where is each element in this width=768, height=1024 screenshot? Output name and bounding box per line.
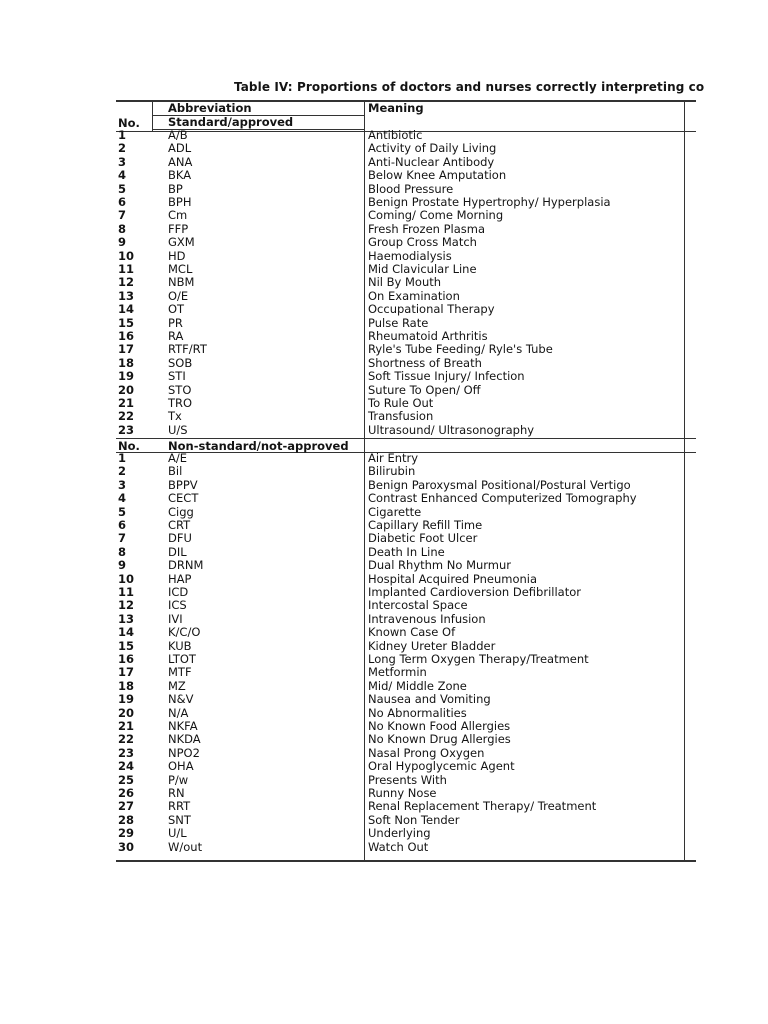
row-abbreviation: W/out bbox=[168, 839, 203, 854]
row-number: 13 bbox=[118, 288, 135, 303]
row-abbreviation: HAP bbox=[168, 571, 192, 586]
table-row bbox=[116, 317, 696, 330]
row-abbreviation: FFP bbox=[168, 221, 189, 236]
row-number: 26 bbox=[118, 786, 135, 800]
row-abbreviation: A/E bbox=[168, 451, 188, 465]
row-number: 3 bbox=[118, 477, 127, 492]
table-row bbox=[116, 196, 696, 209]
table-bottom-rule bbox=[116, 860, 696, 862]
row-abbreviation: Cigg bbox=[168, 504, 194, 519]
row-number: 4 bbox=[118, 491, 127, 506]
row-number: 2 bbox=[118, 464, 127, 479]
row-number: 27 bbox=[118, 799, 135, 814]
row-number: 20 bbox=[118, 382, 135, 397]
row-number: 22 bbox=[118, 409, 135, 424]
row-number: 12 bbox=[118, 275, 135, 290]
row-meaning: Capillary Refill Time bbox=[368, 518, 483, 532]
row-abbreviation: BP bbox=[168, 181, 183, 196]
row-number: 11 bbox=[118, 262, 135, 276]
row-meaning: Antibiotic bbox=[368, 128, 423, 142]
standard-no-header: No. bbox=[118, 116, 140, 130]
row-abbreviation: N&V bbox=[168, 692, 194, 707]
row-abbreviation: MZ bbox=[168, 678, 186, 693]
row-abbreviation: RRT bbox=[168, 799, 191, 814]
row-meaning: Renal Replacement Therapy/ Treatment bbox=[368, 799, 597, 814]
row-abbreviation: ICD bbox=[168, 585, 189, 599]
row-abbreviation: PR bbox=[168, 315, 183, 330]
row-abbreviation: STI bbox=[168, 369, 186, 384]
row-abbreviation: HD bbox=[168, 248, 186, 263]
table-row bbox=[116, 653, 696, 666]
table-row bbox=[116, 666, 696, 679]
row-number: 21 bbox=[118, 719, 135, 733]
row-meaning: Coming/ Come Morning bbox=[368, 208, 504, 223]
row-meaning: No Abnormalities bbox=[368, 705, 467, 720]
row-number: 2 bbox=[118, 141, 127, 156]
row-meaning: Death In Line bbox=[368, 544, 445, 559]
table-caption: Table IV: Proportions of doctors and nurses correctly interpreting co bbox=[234, 80, 705, 94]
row-abbreviation: P/w bbox=[168, 772, 189, 787]
row-abbreviation: STO bbox=[168, 382, 192, 397]
row-abbreviation: DFU bbox=[168, 531, 192, 546]
row-abbreviation: A/B bbox=[168, 128, 188, 142]
row-number: 19 bbox=[118, 692, 135, 707]
table-row bbox=[116, 223, 696, 236]
row-number: 9 bbox=[118, 558, 127, 573]
row-number: 25 bbox=[118, 772, 135, 787]
table-row bbox=[116, 357, 696, 370]
row-number: 20 bbox=[118, 705, 135, 720]
row-number: 12 bbox=[118, 598, 135, 613]
table-row bbox=[116, 519, 696, 532]
table-row bbox=[116, 800, 696, 813]
row-meaning: Rheumatoid Arthritis bbox=[368, 329, 488, 343]
row-abbreviation: RA bbox=[168, 329, 184, 343]
table-row bbox=[116, 774, 696, 787]
row-meaning: Anti-Nuclear Antibody bbox=[368, 154, 495, 169]
row-number: 7 bbox=[118, 208, 127, 223]
row-meaning: Soft Tissue Injury/ Infection bbox=[368, 369, 525, 384]
row-abbreviation: ANA bbox=[168, 154, 193, 169]
row-abbreviation: CRT bbox=[168, 518, 191, 532]
row-number: 10 bbox=[118, 248, 135, 263]
row-meaning: Intercostal Space bbox=[368, 598, 468, 613]
table-row bbox=[116, 573, 696, 586]
row-meaning: Soft Non Tender bbox=[368, 812, 460, 827]
row-abbreviation: DIL bbox=[168, 544, 187, 559]
table-row bbox=[116, 370, 696, 383]
row-meaning: Ultrasound/ Ultrasonography bbox=[368, 422, 535, 437]
table-row bbox=[116, 424, 696, 437]
row-abbreviation: MTF bbox=[168, 665, 192, 680]
row-meaning: Fresh Frozen Plasma bbox=[368, 221, 486, 236]
row-number: 6 bbox=[118, 518, 127, 532]
row-meaning: Nil By Mouth bbox=[368, 275, 442, 290]
row-abbreviation: LTOT bbox=[168, 652, 196, 666]
table-row bbox=[116, 410, 696, 423]
row-abbreviation: NBM bbox=[168, 275, 195, 290]
row-meaning: Mid Clavicular Line bbox=[368, 262, 477, 276]
row-meaning: Below Knee Amputation bbox=[368, 168, 507, 183]
row-meaning: Metformin bbox=[368, 665, 427, 680]
row-meaning: Nasal Prong Oxygen bbox=[368, 745, 485, 760]
row-abbreviation: SNT bbox=[168, 812, 191, 827]
row-abbreviation: Tx bbox=[168, 409, 182, 424]
row-abbreviation: N/A bbox=[168, 705, 189, 720]
table-row bbox=[116, 693, 696, 706]
row-abbreviation: ICS bbox=[168, 598, 187, 613]
row-meaning: Presents With bbox=[368, 772, 447, 787]
row-number: 28 bbox=[118, 812, 135, 827]
row-meaning: Long Term Oxygen Therapy/Treatment bbox=[368, 652, 589, 666]
row-abbreviation: MCL bbox=[168, 262, 193, 276]
row-meaning: Kidney Ureter Bladder bbox=[368, 638, 496, 653]
table-row bbox=[116, 733, 696, 746]
row-meaning: To Rule Out bbox=[368, 396, 434, 410]
row-abbreviation: U/S bbox=[168, 422, 188, 437]
row-meaning: Contrast Enhanced Computerized Tomography bbox=[368, 491, 637, 506]
table-row bbox=[116, 479, 696, 492]
table-row bbox=[116, 613, 696, 626]
table-row bbox=[116, 506, 696, 519]
table-row bbox=[116, 760, 696, 773]
table-row bbox=[116, 747, 696, 760]
row-number: 15 bbox=[118, 638, 135, 653]
row-meaning: Benign Prostate Hypertrophy/ Hyperplasia bbox=[368, 195, 611, 209]
row-number: 1 bbox=[118, 128, 127, 142]
row-abbreviation: DRNM bbox=[168, 558, 204, 573]
table-row bbox=[116, 787, 696, 800]
row-number: 30 bbox=[118, 839, 135, 854]
row-abbreviation: ADL bbox=[168, 141, 192, 156]
table-row bbox=[116, 156, 696, 169]
table-row bbox=[116, 559, 696, 572]
row-meaning: Group Cross Match bbox=[368, 235, 477, 250]
row-meaning: Runny Nose bbox=[368, 786, 437, 800]
table-row bbox=[116, 492, 696, 505]
meaning-header: Meaning bbox=[368, 101, 424, 115]
row-meaning: Blood Pressure bbox=[368, 181, 454, 196]
table-row bbox=[116, 263, 696, 276]
row-meaning: On Examination bbox=[368, 288, 460, 303]
row-meaning: Ryle's Tube Feeding/ Ryle's Tube bbox=[368, 342, 553, 357]
table-row bbox=[116, 330, 696, 343]
row-meaning: Dual Rhythm No Murmur bbox=[368, 558, 512, 573]
row-number: 3 bbox=[118, 154, 127, 169]
row-meaning: No Known Drug Allergies bbox=[368, 732, 511, 747]
row-meaning: Watch Out bbox=[368, 839, 429, 854]
row-number: 14 bbox=[118, 625, 135, 640]
row-number: 7 bbox=[118, 531, 127, 546]
table-row bbox=[116, 532, 696, 545]
row-abbreviation: O/E bbox=[168, 288, 189, 303]
row-abbreviation: KUB bbox=[168, 638, 192, 653]
standard-section-title: Standard/approved bbox=[168, 115, 294, 129]
row-meaning: Intravenous Infusion bbox=[368, 611, 486, 626]
row-number: 23 bbox=[118, 745, 135, 760]
row-number: 1 bbox=[118, 451, 127, 465]
row-abbreviation: OT bbox=[168, 302, 185, 317]
table-row bbox=[116, 236, 696, 249]
row-meaning: Mid/ Middle Zone bbox=[368, 678, 467, 693]
row-number: 29 bbox=[118, 826, 135, 841]
nonstandard-no-header: No. bbox=[118, 439, 140, 453]
row-meaning: Diabetic Foot Ulcer bbox=[368, 531, 478, 546]
row-number: 4 bbox=[118, 168, 127, 183]
row-meaning: Hospital Acquired Pneumonia bbox=[368, 571, 538, 586]
table-row bbox=[116, 599, 696, 612]
table-row bbox=[116, 384, 696, 397]
row-abbreviation: BKA bbox=[168, 168, 192, 183]
table-row bbox=[116, 290, 696, 303]
table-row bbox=[116, 546, 696, 559]
row-number: 18 bbox=[118, 355, 135, 370]
row-meaning: No Known Food Allergies bbox=[368, 719, 511, 733]
row-meaning: Bilirubin bbox=[368, 464, 416, 479]
row-number: 5 bbox=[118, 504, 127, 519]
row-number: 11 bbox=[118, 585, 135, 599]
table-row bbox=[116, 183, 696, 196]
table-row bbox=[116, 841, 696, 854]
row-abbreviation: K/C/O bbox=[168, 625, 201, 640]
abbreviations-table bbox=[116, 100, 696, 862]
table-row bbox=[116, 586, 696, 599]
row-number: 24 bbox=[118, 759, 135, 774]
row-meaning: Known Case Of bbox=[368, 625, 456, 640]
row-abbreviation: Bil bbox=[168, 464, 183, 479]
row-number: 23 bbox=[118, 422, 135, 437]
row-meaning: Implanted Cardioversion Defibrillator bbox=[368, 585, 581, 599]
row-abbreviation: RTF/RT bbox=[168, 342, 207, 357]
table-row bbox=[116, 680, 696, 693]
row-abbreviation: BPPV bbox=[168, 477, 198, 492]
row-abbreviation: NPO2 bbox=[168, 745, 200, 760]
row-number: 10 bbox=[118, 571, 135, 586]
row-abbreviation: SOB bbox=[168, 355, 193, 370]
row-meaning: Suture To Open/ Off bbox=[368, 382, 481, 397]
table-row bbox=[116, 276, 696, 289]
table-row bbox=[116, 814, 696, 827]
row-abbreviation: NKFA bbox=[168, 719, 198, 733]
row-number: 16 bbox=[118, 329, 135, 343]
row-number: 18 bbox=[118, 678, 135, 693]
row-meaning: Oral Hypoglycemic Agent bbox=[368, 759, 515, 774]
row-number: 19 bbox=[118, 369, 135, 384]
row-abbreviation: U/L bbox=[168, 826, 187, 841]
table-row bbox=[116, 303, 696, 316]
row-meaning: Pulse Rate bbox=[368, 315, 429, 330]
row-meaning: Cigarette bbox=[368, 504, 422, 519]
row-meaning: Benign Paroxysmal Positional/Postural Vertigo bbox=[368, 477, 631, 492]
row-meaning: Nausea and Vomiting bbox=[368, 692, 491, 707]
table-row bbox=[116, 465, 696, 478]
row-abbreviation: IVI bbox=[168, 611, 183, 626]
table-row bbox=[116, 827, 696, 840]
row-abbreviation: GXM bbox=[168, 235, 195, 250]
row-abbreviation: BPH bbox=[168, 195, 192, 209]
row-abbreviation: RN bbox=[168, 786, 185, 800]
row-meaning: Haemodialysis bbox=[368, 248, 452, 263]
table-row bbox=[116, 250, 696, 263]
table-row bbox=[116, 209, 696, 222]
row-meaning: Underlying bbox=[368, 826, 431, 841]
row-number: 21 bbox=[118, 396, 135, 410]
table-row bbox=[116, 626, 696, 639]
table-row bbox=[116, 707, 696, 720]
row-number: 17 bbox=[118, 665, 135, 680]
row-number: 14 bbox=[118, 302, 135, 317]
row-meaning: Air Entry bbox=[368, 451, 419, 465]
table-row bbox=[116, 142, 696, 155]
table-row bbox=[116, 640, 696, 653]
row-number: 5 bbox=[118, 181, 127, 196]
row-number: 6 bbox=[118, 195, 127, 209]
row-number: 9 bbox=[118, 235, 127, 250]
row-meaning: Transfusion bbox=[368, 409, 434, 424]
row-abbreviation: OHA bbox=[168, 759, 194, 774]
row-number: 13 bbox=[118, 611, 135, 626]
row-number: 8 bbox=[118, 221, 127, 236]
row-abbreviation: Cm bbox=[168, 208, 188, 223]
row-abbreviation: TRO bbox=[168, 396, 193, 410]
table-row bbox=[116, 720, 696, 733]
row-meaning: Activity of Daily Living bbox=[368, 141, 497, 156]
table-row bbox=[116, 452, 696, 465]
nonstandard-section-title: Non-standard/not-approved bbox=[168, 439, 349, 453]
row-number: 16 bbox=[118, 652, 135, 666]
row-abbreviation: CECT bbox=[168, 491, 199, 506]
row-number: 22 bbox=[118, 732, 135, 747]
row-abbreviation: NKDA bbox=[168, 732, 201, 747]
table-row bbox=[116, 169, 696, 182]
table-row bbox=[116, 343, 696, 356]
table-row bbox=[116, 397, 696, 410]
row-number: 8 bbox=[118, 544, 127, 559]
row-meaning: Occupational Therapy bbox=[368, 302, 495, 317]
row-meaning: Shortness of Breath bbox=[368, 355, 482, 370]
table-row bbox=[116, 129, 696, 142]
abbreviation-header: Abbreviation bbox=[168, 101, 252, 115]
row-number: 17 bbox=[118, 342, 135, 357]
row-number: 15 bbox=[118, 315, 135, 330]
